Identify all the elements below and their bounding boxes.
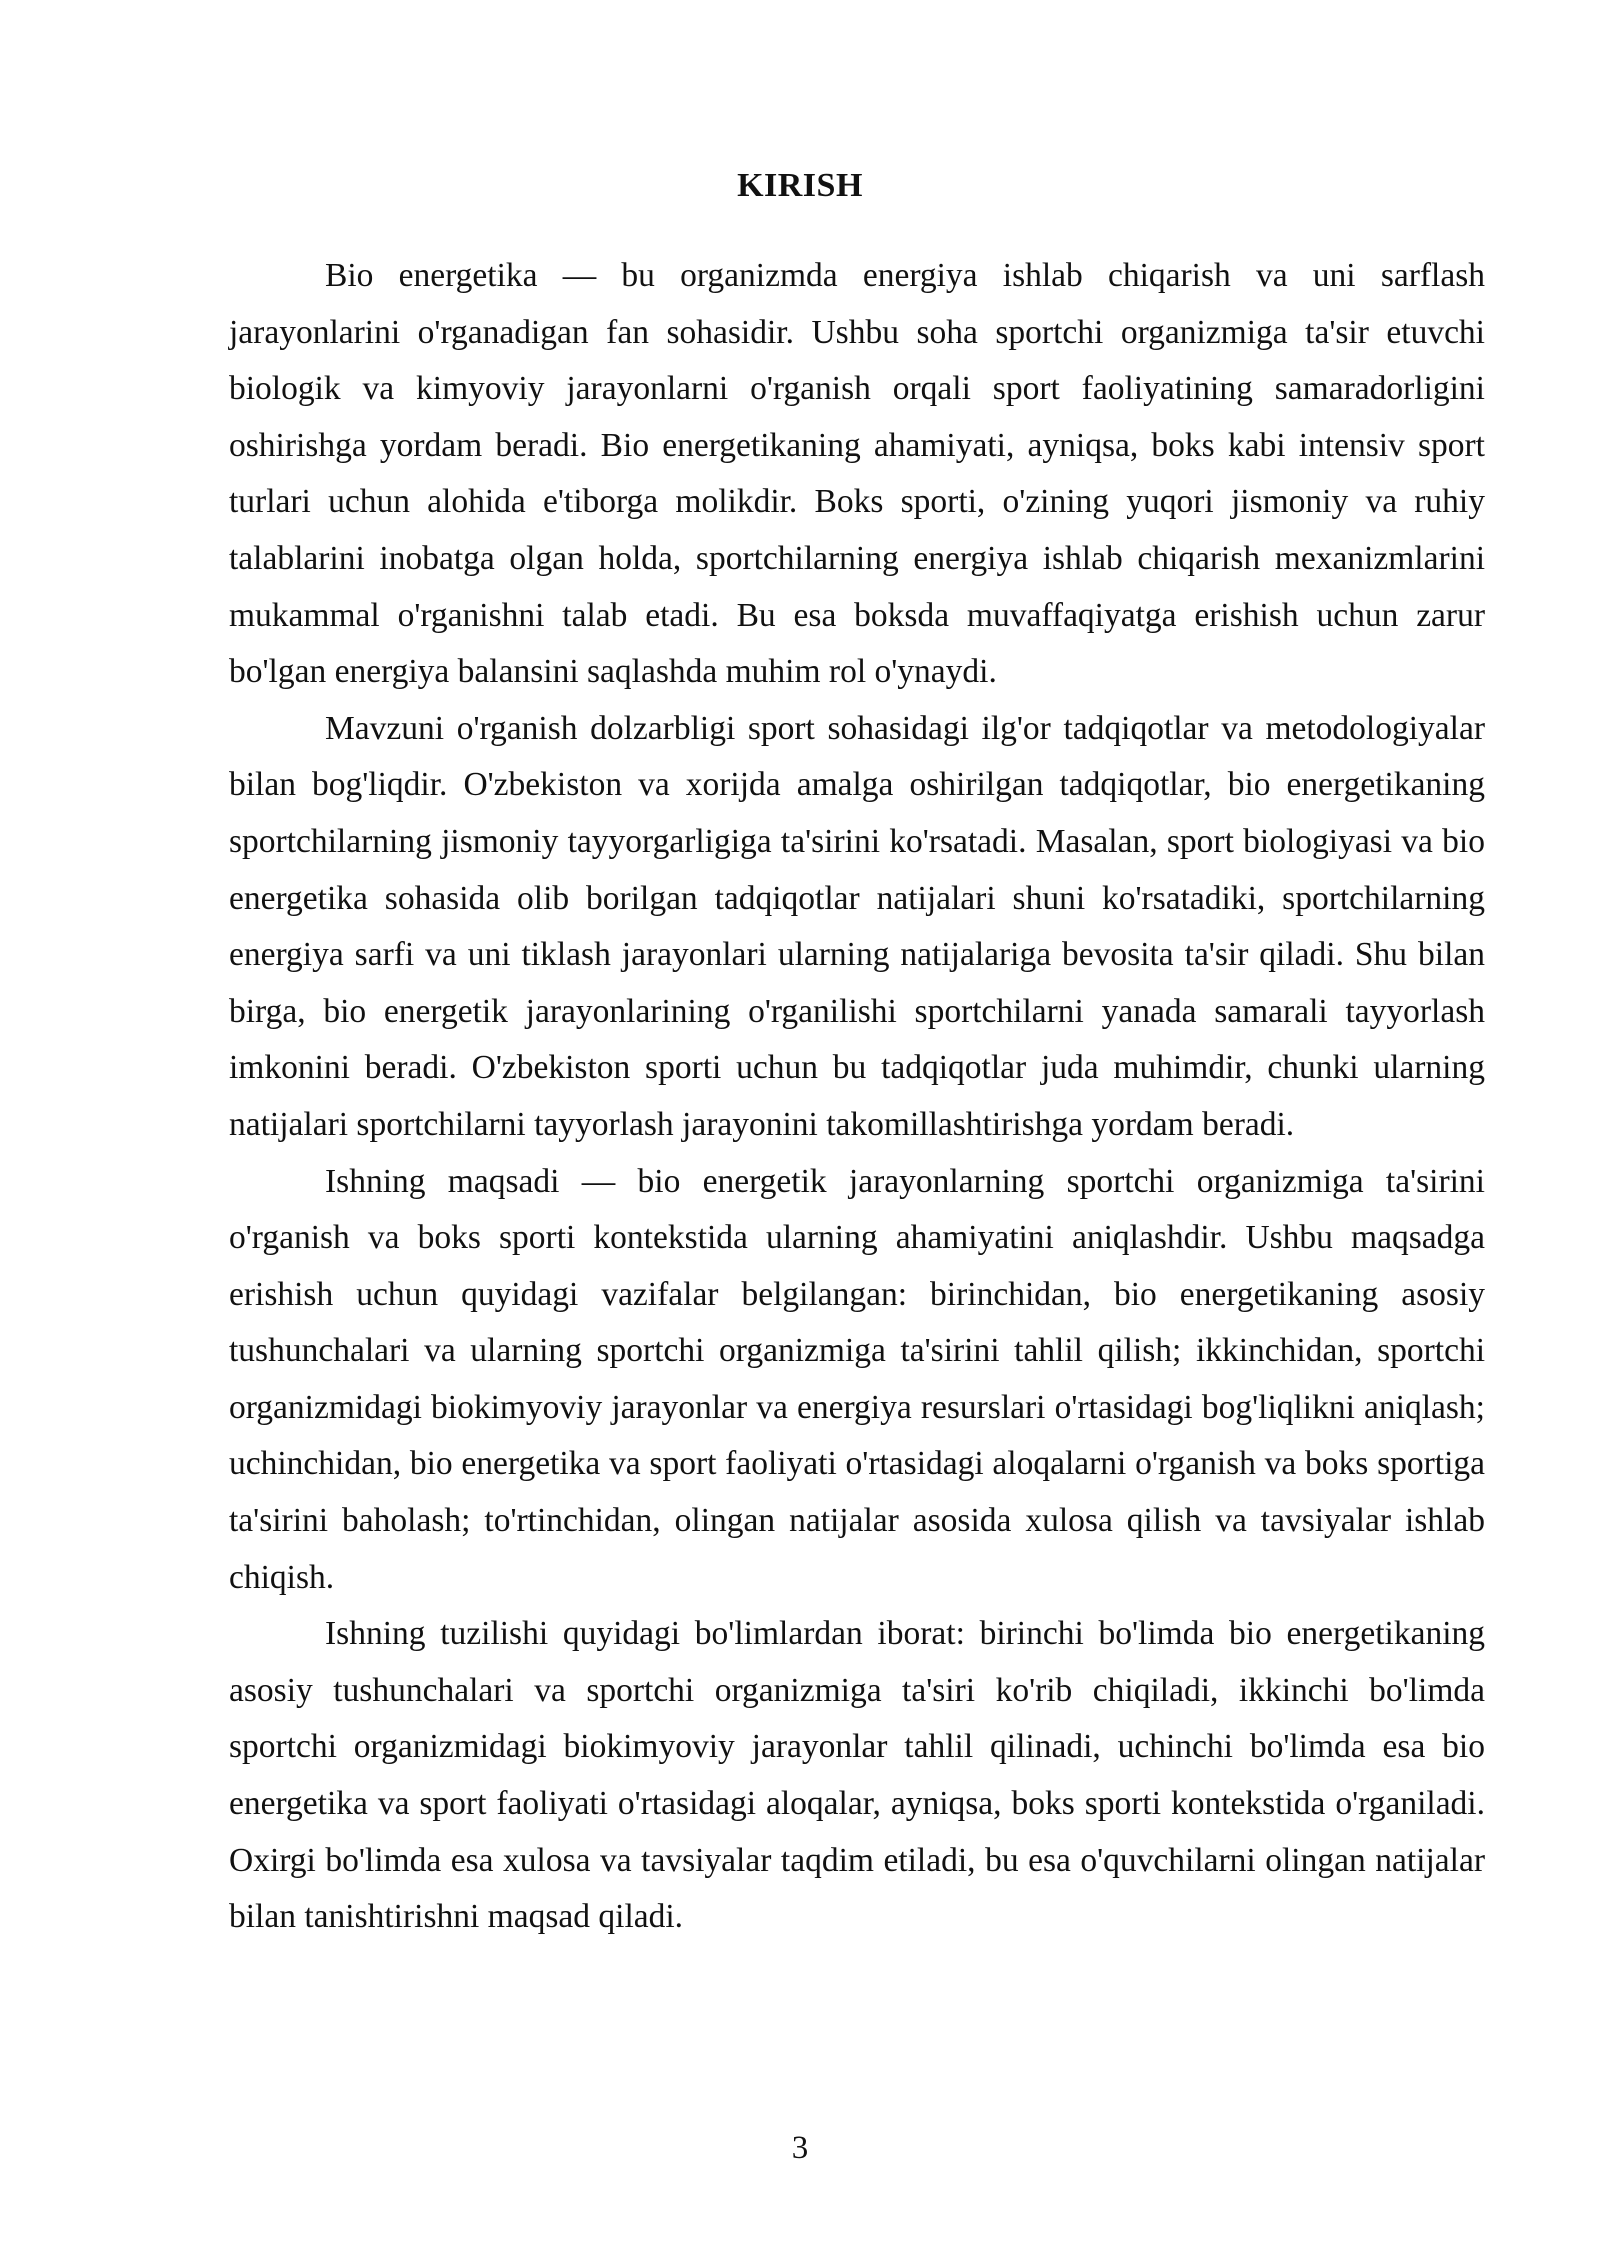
page-title: KIRISH: [737, 167, 863, 204]
page-number: 3: [791, 2130, 809, 2166]
paragraph-goal: Ishning maqsadi — bio energetik jarayonlarning sportchi organizmiga ta'sirini o'rganish va boks sporti kontekstida ularning ahamiyatini aniqlashdir. Ushbu maqsadga erishish uchun quyidagi vazifalar belgilangan: birinchidan, bio energetikaning asosiy tushunchalari va ularning sportchi organizmiga ta'sirini tahlil qilish; ikkinchidan, sportchi organizmidagi biokimyoviy jarayonlar va energiya resurslari o'rtasidagi bog'liqlikni aniqlash; uchinchidan, bio energetika va sport faoliyati o'rtasidagi aloqalarni o'rganish va boks sportiga ta'sirini baholash; to'rtinchidan, olingan natijalar asosida xulosa qilish va tavsiyalar ishlab chiqish.: [229, 1162, 1485, 1596]
paragraph-structure: Ishning tuzilishi quyidagi bo'limlardan iborat: birinchi bo'limda bio energetikaning asosiy tushunchalari va sportchi organizmiga ta'siri ko'rib chiqiladi, ikkinchi bo'limda sportchi organizmidagi biokimyoviy jarayonlar tahlil qilinadi, uchinchi bo'limda esa bio energetika va sport faoliyati o'rtasidagi aloqalar, ayniqsa, boks sporti kontekstida o'rganiladi. Oxirgi bo'limda esa xulosa va tavsiyalar taqdim etiladi, bu esa o'quvchilarni olingan natijalar bilan tanishtirishni maqsad qiladi.: [229, 1615, 1485, 1936]
paragraph-relevance: Mavzuni o'rganish dolzarbligi sport sohasidagi ilg'or tadqiqotlar va metodologiyalar bilan bog'liqdir. O'zbekiston va xorijda amalga oshirilgan tadqiqotlar, bio energetikaning sportchilarning jismoniy tayyorgarligiga ta'sirini ko'rsatadi. Masalan, sport biologiyasi va bio energetika sohasida olib borilgan tadqiqotlar natijalari shuni ko'rsatadiki, sportchilarning energiya sarfi va uni tiklash jarayonlari ularning natijalariga bevosita ta'sir qiladi. Shu bilan birga, bio energetik jarayonlarining o'rganilishi sportchilarni yanada samarali tayyorlash imkonini beradi. O'zbekiston sporti uchun bu tadqiqotlar juda muhimdir, chunki ularning natijalari sportchilarni tayyorlash jarayonini takomillashtirishga yordam beradi.: [229, 709, 1485, 1143]
paragraph-intro: Bio energetika — bu organizmda energiya ishlab chiqarish va uni sarflash jarayonlarini o'rganadigan fan sohasidir. Ushbu soha sportchi organizmiga ta'sir etuvchi biologik va kimyoviy jarayonlarni o'rganish orqali sport faoliyatining samaradorligini oshirishga yordam beradi. Bio energetikaning ahamiyati, ayniqsa, boks kabi intensiv sport turlari uchun alohida e'tiborga molikdir. Boks sporti, o'zining yuqori jismoniy va ruhiy talablarini inobatga olgan holda, sportchilarning energiya ishlab chiqarish mexanizmlarini mukammal o'rganishni talab etadi. Bu esa boksda muvaffaqiyatga erishish uchun zarur bo'lgan energiya balansini saqlashda muhim rol o'ynaydi.: [229, 257, 1485, 691]
body-text: [229, 248, 1485, 1946]
